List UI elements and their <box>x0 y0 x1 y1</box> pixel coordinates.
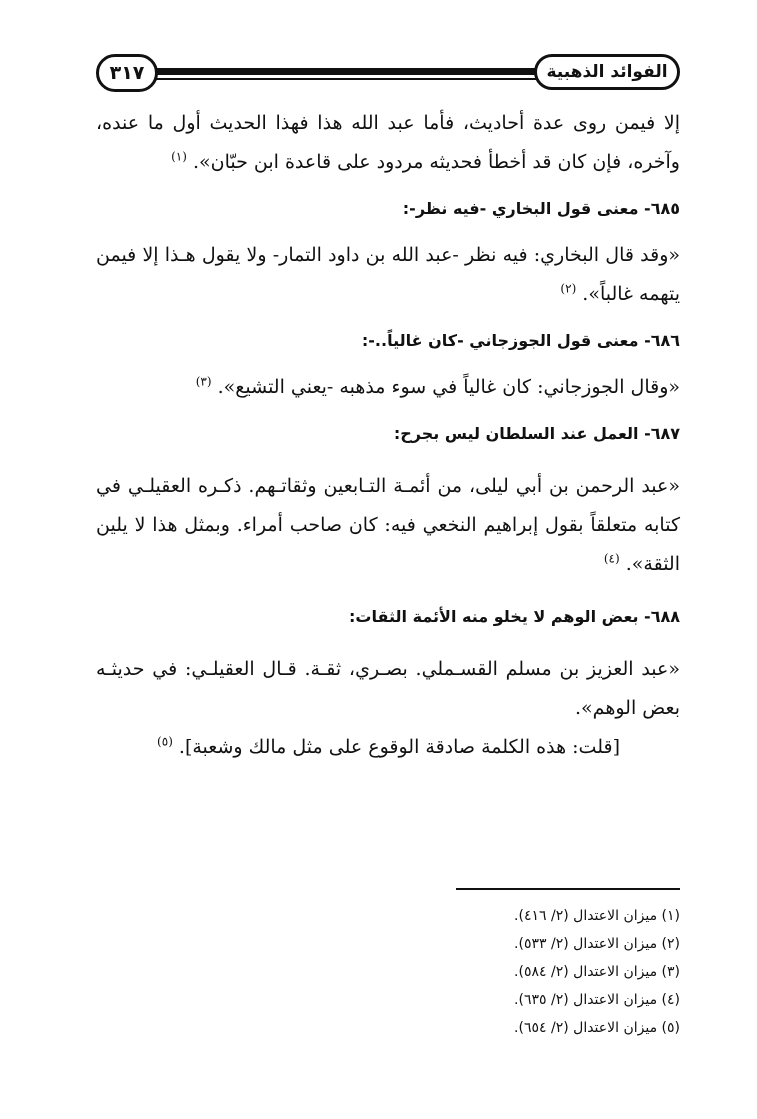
paragraph-2 <box>96 236 680 314</box>
heading-687: ٦٨٧- العمل عند السلطان ليس بجرح: <box>393 424 680 443</box>
p3-line-1: «وقال الجوزجاني: كان غالياً في سوء مذهبه -يعني التشيع». <box>217 376 680 398</box>
paragraph-3 <box>96 368 680 407</box>
paragraph-6 <box>96 728 680 767</box>
paragraph-1 <box>96 104 680 182</box>
footnote-2: (٢) ميزان الاعتدال (٢/ ٥٣٣). <box>514 936 680 952</box>
footnote-ref-4: (٤) <box>603 551 620 566</box>
footnote-separator <box>456 888 680 890</box>
footnote-1: (١) ميزان الاعتدال (٢/ ٤١٦). <box>514 908 680 924</box>
p4-line-3: الثقة». <box>625 553 680 575</box>
paragraph-4 <box>96 467 680 584</box>
page-header <box>96 52 680 98</box>
footnote-4: (٤) ميزان الاعتدال (٢/ ٦٣٥). <box>514 992 680 1008</box>
p4-line-1: «عبد الرحمن بن أبي ليلى، من أئمـة التـابعين وثقاتـهم. ذكـره العقيلـي في <box>96 475 680 497</box>
heading-688: ٦٨٨- بعض الوهم لا يخلو منه الأئمة الثقات: <box>349 607 680 626</box>
p1-line-1: إلا فيمن روى عدة أحاديث، فأما عبد الله هذا فهذا الحديث أول ما عنده، <box>96 112 680 134</box>
p5-line-2: بعض الوهم». <box>575 697 680 719</box>
footnote-3: (٣) ميزان الاعتدال (٢/ ٥٨٤). <box>514 964 680 980</box>
footnote-5: (٥) ميزان الاعتدال (٢/ ٦٥٤). <box>514 1020 680 1036</box>
header-rule-thin <box>152 78 540 80</box>
p5-line-1: «عبد العزيز بن مسلم القسـملي. بصـري، ثقـة. قـال العقيلـي: في حديثـه <box>96 658 680 680</box>
p2-line-2: فيمن يتهمه غالباً». <box>96 244 680 305</box>
page-number: ٣١٧ <box>96 54 158 92</box>
p2-line-1: «وقد قال البخاري: فيه نظر -عبد الله بن داود التمار- ولا يقول هـذا إلا <box>142 244 680 266</box>
book-title: الفوائد الذهبية <box>534 54 680 90</box>
page-body <box>96 104 680 767</box>
footnote-ref-2: (٢) <box>560 281 577 296</box>
footnote-ref-3: (٣) <box>195 374 212 389</box>
p6-line-1: [قلت: هذه الكلمة صادقة الوقوع على مثل مالك وشعبة]. <box>178 736 620 758</box>
footnote-ref-5: (٥) <box>157 734 173 749</box>
p1-line-2: وآخره، فإن كان قد أخطأ فحديثه مردود على قاعدة ابن حبّان». <box>192 151 680 173</box>
heading-685: ٦٨٥- معنى قول البخاري -فيه نظر-: <box>402 199 680 218</box>
header-rule-thick <box>152 68 540 75</box>
paragraph-5 <box>96 650 680 728</box>
heading-686: ٦٨٦- معنى قول الجوزجاني -كان غالياً..-: <box>361 331 680 350</box>
footnote-ref-1: (١) <box>171 149 187 164</box>
p4-line-2: كتابه متعلقاً بقول إبراهيم النخعي فيه: كان صاحب أمراء. وبمثل هذا لا يلين <box>96 514 680 536</box>
footnotes <box>96 902 680 1042</box>
